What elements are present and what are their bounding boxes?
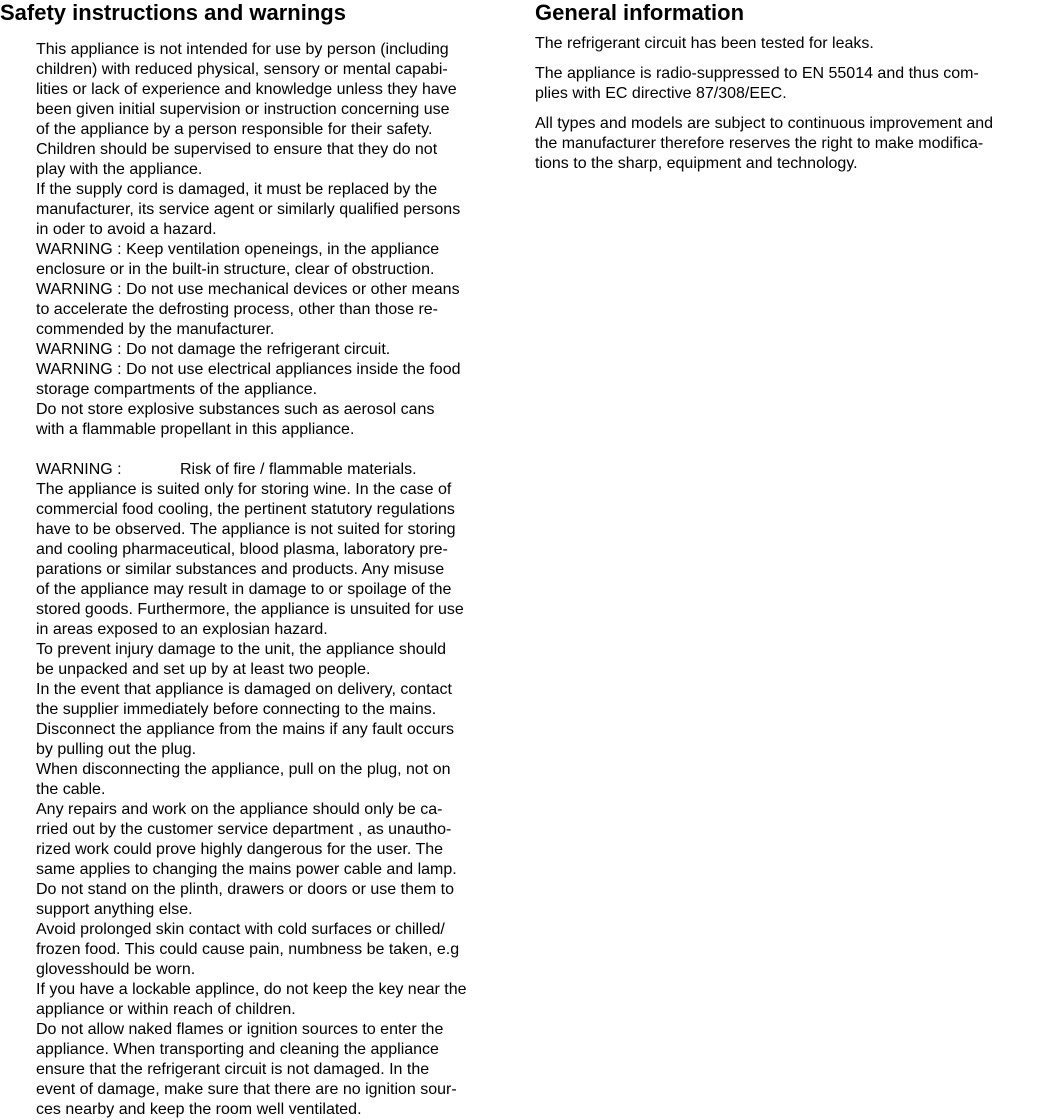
text-line: WARNING : Do not use electrical appliances inside the food <box>36 361 461 378</box>
text-line: appliance. When transporting and cleaning the appliance <box>36 1041 439 1058</box>
text-line: in oder to avoid a hazard. <box>36 221 217 238</box>
text-line: Children should be supervised to ensure that they do not <box>36 141 438 158</box>
text-line: with a flammable propellant in this appliance. <box>36 421 355 438</box>
text-line: WARNING : Do not use mechanical devices or other means <box>36 281 460 298</box>
text-line: lities or lack of experience and knowledge unless they have <box>36 81 457 98</box>
text-line: All types and models are subject to continuous improvement and <box>535 115 994 132</box>
text-line: tions to the sharp, equipment and technology. <box>535 155 858 172</box>
text-line: If the supply cord is damaged, it must be replaced by the <box>36 181 438 198</box>
text-line: event of damage, make sure that there are no ignition sour- <box>36 1081 457 1098</box>
safety-lines-a <box>36 40 516 440</box>
text-line: frozen food. This could cause pain, numbness be taken, e.g <box>36 941 460 958</box>
text-line: appliance or within reach of children. <box>36 1001 296 1018</box>
text-line: Any repairs and work on the appliance should only be ca- <box>36 801 443 818</box>
text-line: The appliance is radio-suppressed to EN 55014 and thus com- <box>535 65 979 82</box>
text-line: the manufacturer therefore reserves the right to make modifica- <box>535 135 984 152</box>
safety-section <box>0 0 520 1120</box>
fire-warning-text: Risk of fire / flammable materials. <box>180 461 417 478</box>
text-line: Do not stand on the plinth, drawers or doors or use them to <box>36 881 455 898</box>
text-line: the supplier immediately before connecting to the mains. <box>36 701 437 718</box>
general-paragraph <box>535 34 1042 54</box>
text-line: The appliance is suited only for storing wine. In the case of <box>36 481 452 498</box>
text-line: ensure that the refrigerant circuit is not damaged. In the <box>36 1061 430 1078</box>
text-line: commercial food cooling, the pertinent statutory regulations <box>36 501 455 518</box>
safety-lines-b <box>36 480 516 1120</box>
fire-warning-label: WARNING : <box>36 461 122 478</box>
text-line: WARNING : Do not damage the refrigerant circuit. <box>36 341 391 358</box>
text-line: This appliance is not intended for use by person (including <box>36 41 449 58</box>
safety-heading: Safety instructions and warnings <box>0 0 346 25</box>
text-line: in areas exposed to an explosian hazard. <box>36 621 328 638</box>
text-line: WARNING : Keep ventilation openeings, in the appliance <box>36 241 440 258</box>
text-line: children) with reduced physical, sensory or mental capabi- <box>36 61 448 78</box>
text-line: to accelerate the defrosting process, other than those re- <box>36 301 439 318</box>
text-line: ces nearby and keep the room well ventilated. <box>36 1101 362 1118</box>
text-line: In the event that appliance is damaged on delivery, contact <box>36 681 452 698</box>
general-section <box>535 0 1042 184</box>
text-line: by pulling out the plug. <box>36 741 197 758</box>
text-line: Do not store explosive substances such as aerosol cans <box>36 401 435 418</box>
general-heading: General information <box>535 0 745 25</box>
text-line: plies with EC directive 87/308/EEC. <box>535 85 787 102</box>
text-line: storage compartments of the appliance. <box>36 381 318 398</box>
text-line: enclosure or in the built-in structure, clear of obstruction. <box>36 261 435 278</box>
text-line: stored goods. Furthermore, the appliance is unsuited for use <box>36 601 464 618</box>
general-paragraph <box>535 64 1042 104</box>
text-line: If you have a lockable applince, do not keep the key near the <box>36 981 467 998</box>
text-line: been given initial supervision or instruction concerning use <box>36 101 450 118</box>
text-line: Disconnect the appliance from the mains if any fault occurs <box>36 721 454 738</box>
text-line: of the appliance may result in damage to or spoilage of the <box>36 581 452 598</box>
text-line: The refrigerant circuit has been tested for leaks. <box>535 35 874 52</box>
text-line: Avoid prolonged skin contact with cold surfaces or chilled/ <box>36 921 445 938</box>
fire-warning-line <box>36 460 516 480</box>
spacer <box>36 440 516 460</box>
text-line: and cooling pharmaceutical, blood plasma, laboratory pre- <box>36 541 448 558</box>
general-paragraph <box>535 114 1042 174</box>
text-line: To prevent injury damage to the unit, the appliance should <box>36 641 447 658</box>
text-line: rized work could prove highly dangerous for the user. The <box>36 841 444 858</box>
text-line: When disconnecting the appliance, pull on the plug, not on <box>36 761 451 778</box>
text-line: play with the appliance. <box>36 161 203 178</box>
text-line: manufacturer, its service agent or similarly qualified persons <box>36 201 461 218</box>
text-line: support anything else. <box>36 901 193 918</box>
text-line: parations or similar substances and products. Any misuse <box>36 561 445 578</box>
text-line: the cable. <box>36 781 106 798</box>
text-line: of the appliance by a person responsible for their safety. <box>36 121 433 138</box>
text-line: same applies to changing the mains power cable and lamp. <box>36 861 457 878</box>
text-line: be unpacked and set up by at least two people. <box>36 661 371 678</box>
text-line: rried out by the customer service department , as unautho- <box>36 821 452 838</box>
text-line: commended by the manufacturer. <box>36 321 275 338</box>
general-body <box>535 34 1042 174</box>
text-line: Do not allow naked flames or ignition sources to enter the <box>36 1021 444 1038</box>
text-line: glovesshould be worn. <box>36 961 196 978</box>
text-line: have to be observed. The appliance is not suited for storing <box>36 521 456 538</box>
safety-body <box>36 40 516 1120</box>
